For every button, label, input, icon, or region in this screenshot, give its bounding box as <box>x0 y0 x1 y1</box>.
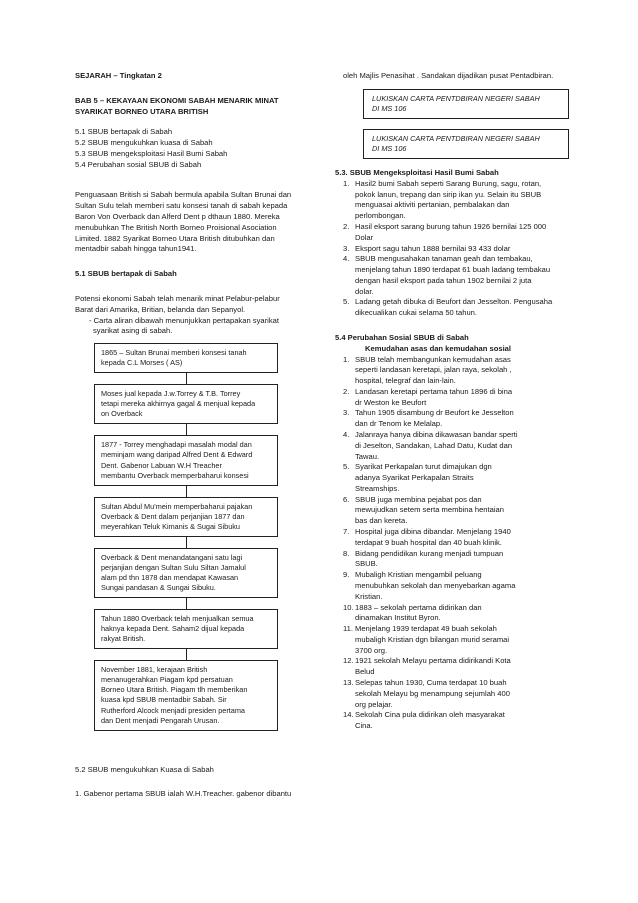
item-text: perlombongan. <box>355 211 406 221</box>
chapter-title-line-1: BAB 5 – KEKAYAAN EKONOMI SABAH MENARIK MINAT <box>75 95 279 105</box>
document-header: SEJARAH – Tingkatan 2 <box>75 71 162 80</box>
chapter-title-line-2: SYARIKAT BORNEO UTARA BRITISH <box>75 106 209 116</box>
flow-text: haknya kepada Dent. Saham2 dijual kepada <box>101 624 245 634</box>
item-text: mewujudkan setem serta membina hentaian <box>355 505 505 515</box>
item-text: 3700 org. <box>355 645 388 655</box>
instruction-text: DI MS 106 <box>372 143 407 153</box>
item-number: 5. <box>343 297 350 307</box>
item-text: Cina. <box>355 721 373 731</box>
item-text: Bidang pendidikan kurang menjadi tumpuan <box>355 548 504 558</box>
flow-text: dan Dent menjadi Pengarah Urusan. <box>101 715 220 725</box>
item-text: Mubaligh Kristian mengambil peluang <box>355 570 482 580</box>
table-of-contents <box>75 127 315 170</box>
flow-step-1880 <box>94 609 278 649</box>
item-text: Hospital juga dibina dibandar. Menjelang 1940 <box>355 527 511 537</box>
flow-text: Overback & Dent dalam perjanjian 1877 dan <box>101 511 245 521</box>
item-text: adanya Syarikat Perkapalan Straits <box>355 473 474 483</box>
item-text: pokok lanun, trepang dan sirip ikan yu. Selain itu SBUB <box>355 189 542 199</box>
flow-text: Sungai pandasan & Sungai Sibuku. <box>101 583 216 592</box>
flow-text: on Overback <box>101 409 143 419</box>
list-item <box>335 355 575 387</box>
list-item <box>335 570 575 602</box>
flow-step-torrey <box>94 384 278 424</box>
item-text: dikecualikan cukai selama 50 tahun. <box>355 308 477 318</box>
intro-line: Penguasaan British si Sabah bermula apabila Sultan Brunai dan <box>75 190 292 200</box>
section-5-1-heading: 5.1 SBUB bertapak di Sabah <box>75 269 177 279</box>
section-5-3-heading: 5.3. SBUB Mengeksploitasi Hasil Bumi Sabah <box>335 168 499 178</box>
flow-connector <box>186 598 187 609</box>
section-5-3-list <box>335 179 575 319</box>
item-text: Dolar <box>355 232 374 242</box>
instruction-text: DI MS 106 <box>372 103 407 113</box>
item-text: Selepas tahun 1930, Cuma terdapat 10 buah <box>355 677 507 687</box>
flow-text: kuasa kpd SBUB mentadbir Sabah. Sir <box>101 695 227 705</box>
item-number: 1. <box>343 354 350 364</box>
item-number: 13. <box>343 677 354 687</box>
flow-text: Borneo Utara British. Piagam tlh memberikan <box>101 685 248 695</box>
section-5-4-heading: 5.4 Perubahan Sosial SBUB di Sabah <box>335 332 469 342</box>
item-text: menubuhkan sekolah dan menyebarkan agama <box>355 580 516 590</box>
chart-instruction-box <box>363 89 569 119</box>
section-5-1-line: Potensi ekonomi Sabah telah menarik minat Pelabur-pelabur <box>75 293 280 303</box>
flow-connector <box>186 486 187 497</box>
item-text: Sekolah Cina pula didirikan oleh masyarakat <box>355 710 505 720</box>
flow-text: kepada C.L Morses ( AS) <box>101 358 183 368</box>
flow-connector <box>186 537 187 548</box>
chart-instruction-box <box>363 129 569 159</box>
flow-connector <box>186 649 187 660</box>
intro-line: Limited. 1882 Syarikat Borneo Utara British ditubuhkan dan <box>75 233 275 243</box>
item-text: org pelajar. <box>355 699 393 709</box>
list-item <box>335 244 575 255</box>
item-text: dengan hasil eksport pada tahun 1902 bernilai 2 juta <box>355 275 532 285</box>
list-item <box>335 430 575 462</box>
flow-text: rakyat British. <box>101 634 146 644</box>
item-number: 14. <box>343 710 354 720</box>
item-text: Tahun 1905 disambung dr Beufort ke Jesselton <box>355 408 514 418</box>
item-text: terdapat 9 buah hospital dan 40 buah klinik. <box>355 537 502 547</box>
list-item <box>335 710 575 732</box>
list-item <box>335 222 575 244</box>
flow-text: 1865 – Sultan Brunai memberi konsesi tanah <box>101 348 247 358</box>
item-number: 10. <box>343 602 354 612</box>
flow-text: 1877 - Torrey menghadapi masalah modal dan <box>101 440 252 450</box>
section-5-1-line: Barat dari Amarika, Britian, belanda dan Sepanyol. <box>75 304 246 314</box>
item-number: 8. <box>343 548 350 558</box>
item-number: 4. <box>343 254 350 264</box>
flow-text: Rutherford Alcock menjadi presiden pertama <box>101 705 245 715</box>
item-number: 9. <box>343 570 350 580</box>
item-text: Streamships. <box>355 483 400 493</box>
flow-text: Dent. Gabenor Labuan W.H Treacher <box>101 460 222 470</box>
list-item <box>335 387 575 409</box>
item-text: SBUB mengusahakan tanaman geah dan tembakau, <box>355 254 533 264</box>
item-text: Eksport sagu tahun 1888 bernilai 93 433 dolar <box>355 243 511 253</box>
item-text: sekolah Melayu bg menampung sejumlah 400 <box>355 688 510 698</box>
flow-text: Sultan Abdul Mu’mein memperbaharui pajakan <box>101 501 253 511</box>
item-text: Belud <box>355 667 375 677</box>
flow-text: November 1881, kerajaan British <box>101 665 208 675</box>
item-number: 4. <box>343 430 350 439</box>
item-number: 2. <box>343 386 350 396</box>
item-text: hospital, telegraf dan lain-lain. <box>355 376 456 386</box>
item-number: 5. <box>343 462 350 472</box>
flow-step-1877 <box>94 435 278 485</box>
flow-step-1865 <box>94 343 278 373</box>
item-text: Hasil2 bumi Sabah seperti Sarang Burung, sagu, rotan, <box>355 178 542 188</box>
intro-line: Baron Von Overback dan Alferd Dent p dthaun 1880. Mereka <box>75 212 280 222</box>
item-text: bas dan kereta. <box>355 516 408 526</box>
item-text: Hasil eksport sarang burung tahun 1926 bernilai 125 000 <box>355 221 547 231</box>
intro-line: mentadbir sabah hingga tahun1941. <box>75 244 197 254</box>
flow-intro-bullet: - Carta aliran dibawah menunjukkan pertapakan syarikat <box>89 315 279 325</box>
item-text: di Jeselton, Sandakan, Lahad Datu, Kudat dan <box>355 440 513 450</box>
toc-item: 5.1 SBUB bertapak di Sabah <box>75 127 173 137</box>
section-5-4-subheading: Kemudahan asas dan kemudahan sosial <box>365 343 512 353</box>
flow-text: meyerahkan Teluk Kimanis & Sugai Sibuku <box>101 521 240 531</box>
item-text: Kristian. <box>355 591 383 601</box>
item-text: Jalanraya hanya dibina dikawasan bandar sperti <box>355 430 518 439</box>
flow-text: membantu Overback memperbaharui konsesi <box>101 470 249 480</box>
item-text: dr Weston ke Beufort <box>355 397 427 407</box>
flow-text: perjanjian dengan Sultan Sulu Siltan Jamalul <box>101 562 246 572</box>
list-item <box>335 254 575 297</box>
list-item <box>335 656 575 678</box>
flow-text: tetapi mereka akhirnya gagal & menjual kepada <box>101 399 256 409</box>
item-text: Landasan keretapi pertama tahun 1896 di bina <box>355 386 513 396</box>
continuation-line: oleh Majlis Penasihat . Sandakan dijadikan pusat Pentadbiran. <box>343 71 554 80</box>
flow-text: menanugerahkan Piagam kpd persatuan <box>101 675 233 685</box>
item-text: SBUB. <box>355 559 378 569</box>
item-text: 1883 – sekolah pertama didirikan dan <box>355 602 482 612</box>
flow-intro-bullet: syarikat asing di sabah. <box>93 326 173 336</box>
toc-item: 5.3 SBUB mengeksploitasi Hasil Bumi Sabah <box>75 148 228 158</box>
list-item <box>335 462 575 494</box>
instruction-text: LUKISKAN CARTA PENTDBIRAN NEGERI SABAH <box>372 93 540 103</box>
section-5-2-heading: 5.2 SBUB mengukuhkan Kuasa di Sabah <box>75 764 214 774</box>
item-text: Ladang getah dibuka di Beufort dan Jesselton. Pengusaha <box>355 297 553 307</box>
item-text: dan dr Tenom ke Melalap. <box>355 419 443 429</box>
section-5-4-list <box>335 355 575 732</box>
list-item <box>335 527 575 549</box>
item-text: seperti landasan keretapi, jalan raya, sekolah , <box>355 365 512 375</box>
list-item <box>335 678 575 710</box>
item-text: Tawau. <box>355 451 380 461</box>
item-text: SBUB telah membangunkan kemudahan asas <box>355 354 511 364</box>
item-text: menjelang tahun 1890 terdapat 61 buah ladang tembakau <box>355 265 551 275</box>
list-item <box>335 179 575 222</box>
instruction-text: LUKISKAN CARTA PENTDBIRAN NEGERI SABAH <box>372 133 540 143</box>
item-text: menguasai aktiviti pertanian, pembalakan dan <box>355 200 510 210</box>
item-number: 11. <box>343 624 353 634</box>
list-item <box>335 603 575 625</box>
item-number: 7. <box>343 527 350 537</box>
item-number: 2. <box>343 221 350 231</box>
intro-line: Sultan Sulu telah memberi satu konsesi tanah di sabah kepada <box>75 201 288 211</box>
list-item <box>335 624 575 656</box>
intro-line: menubuhkan The British North Borneo Proisional Asociation <box>75 222 277 232</box>
flow-connector <box>186 424 187 435</box>
flow-text: alam pd thn 1878 dan mendapat Kawasan <box>101 572 239 582</box>
list-item <box>335 297 575 319</box>
flow-text: Moses jual kepada J.w.Torrey & T.B. Torrey <box>101 389 241 399</box>
flow-step-sultan-sulu <box>94 548 278 598</box>
flowchart <box>94 343 278 731</box>
item-number: 3. <box>343 243 350 253</box>
item-number: 3. <box>343 408 350 418</box>
list-item <box>335 495 575 527</box>
item-text: dinamakan Institut Byron. <box>355 613 441 623</box>
list-item <box>335 549 575 571</box>
item-number: 1. <box>343 178 350 188</box>
list-item <box>335 408 575 430</box>
section-5-2-line: 1. Gabenor pertama SBUB ialah W.H.Treacher. gabenor dibantu <box>75 789 292 799</box>
flow-text: Tahun 1880 Overback telah menjualkan semua <box>101 614 254 624</box>
intro-paragraph <box>75 190 315 255</box>
flow-text: Overback & Dent menandatangani satu lagi <box>101 552 243 562</box>
left-column <box>75 71 315 800</box>
item-text: 1921 sekolah Melayu pertama didirikandi Kota <box>355 656 511 666</box>
item-text: Menjelang 1939 terdapat 49 buah sekolah <box>355 624 497 634</box>
item-number: 6. <box>343 494 350 504</box>
item-text: dolar. <box>355 286 374 296</box>
right-column <box>335 71 575 732</box>
item-number: 12. <box>343 656 354 666</box>
flow-step-1881 <box>94 660 278 730</box>
flow-text: meminjam wang daripad Alfred Dent & Edward <box>101 450 253 460</box>
item-text: SBUB juga membina pejabat pos dan <box>355 494 482 504</box>
toc-item: 5.4 Perubahan sosial SBUB di Sabah <box>75 159 202 169</box>
item-text: mubaligh Kristian dgn bilangan murid seramai <box>355 634 510 644</box>
item-text: Syarikat Perkapalan turut dimajukan dgn <box>355 462 492 472</box>
flow-step-sultan-brunai <box>94 497 278 537</box>
toc-item: 5.2 SBUB mengukuhkan kuasa di Sabah <box>75 138 213 148</box>
flow-connector <box>186 373 187 384</box>
